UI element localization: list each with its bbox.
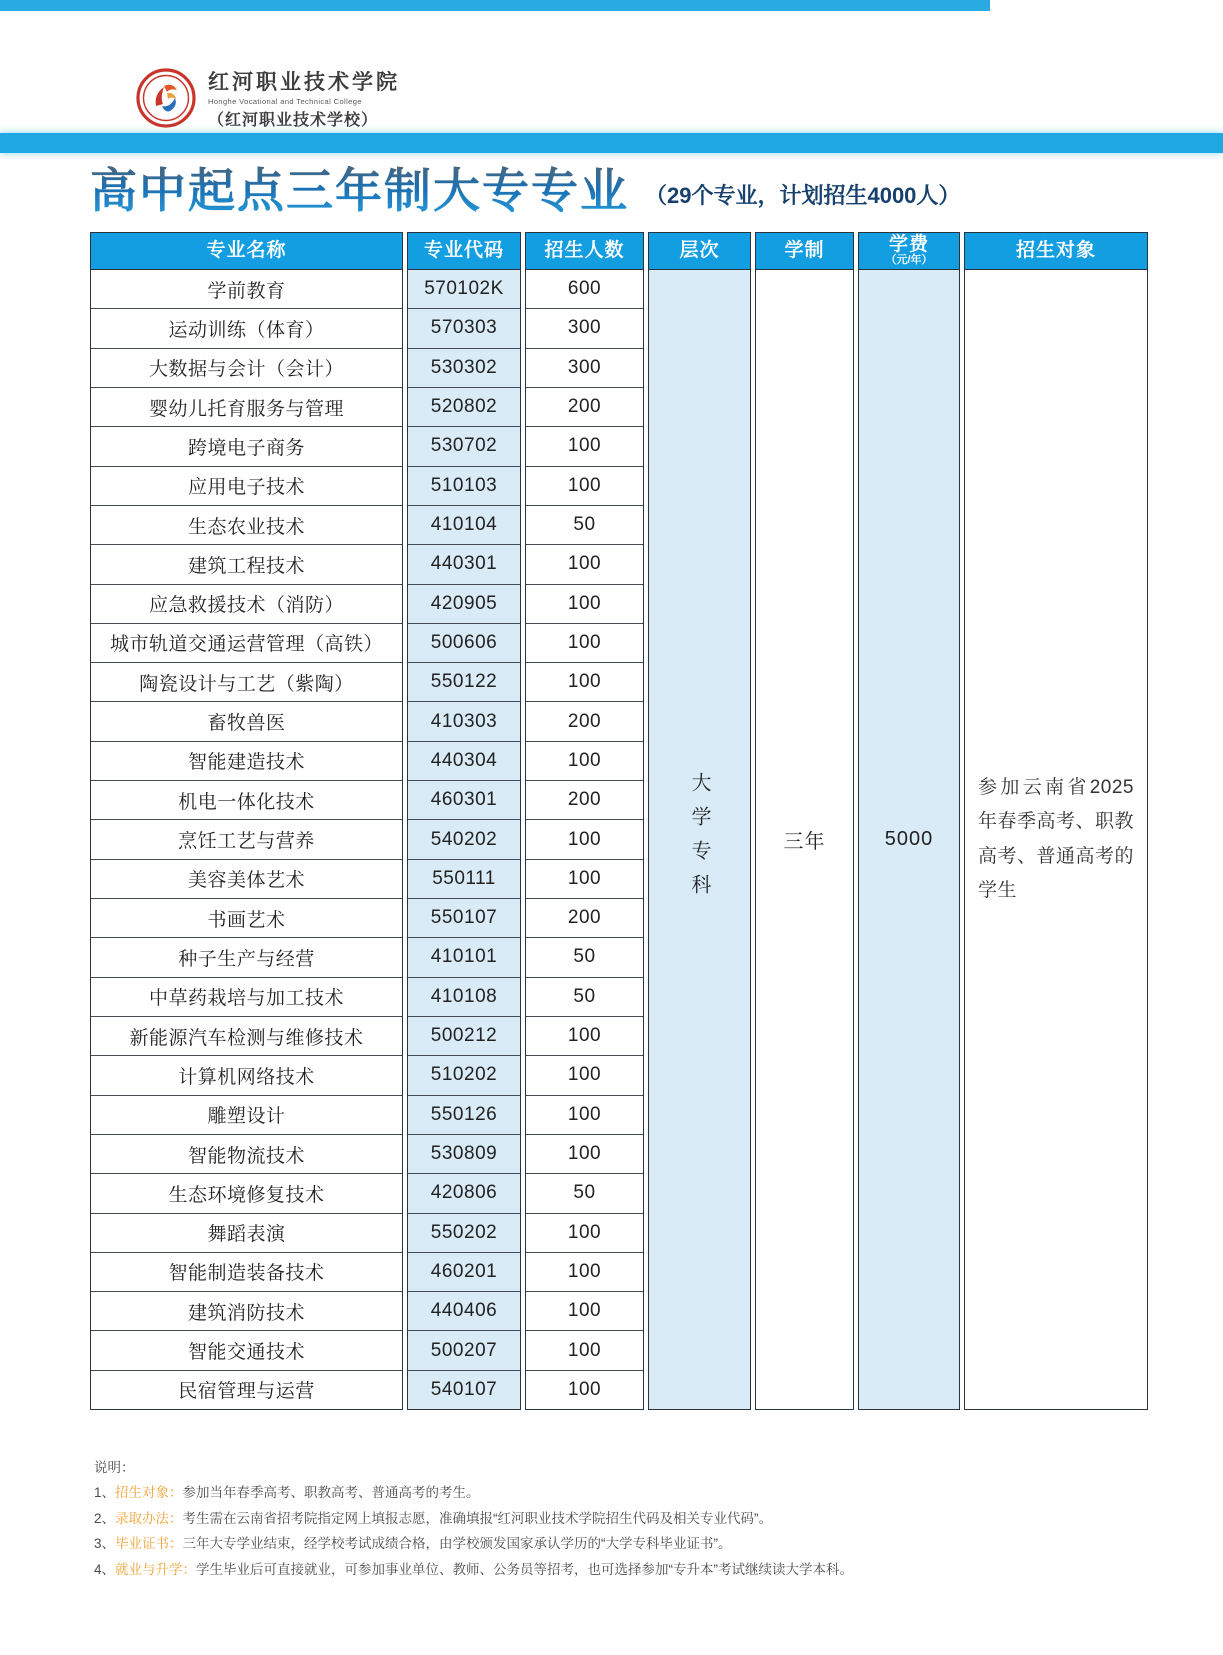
page-title: 高中起点三年制大专专业 bbox=[90, 164, 629, 217]
note-label: 录取办法： bbox=[115, 1510, 183, 1526]
table-cell-count: 100 bbox=[526, 1017, 643, 1056]
table-cell-code: 540202 bbox=[408, 820, 520, 859]
table-cell-name: 建筑工程技术 bbox=[91, 545, 402, 584]
duration-merged-cell bbox=[755, 270, 854, 1410]
college-brand bbox=[136, 66, 400, 130]
column-header-enrollment-count: 招生人数 bbox=[525, 232, 644, 270]
table-cell-name: 新能源汽车检测与维修技术 bbox=[91, 1017, 402, 1056]
table-cell-count: 200 bbox=[526, 702, 643, 741]
table-cell-name: 应用电子技术 bbox=[91, 467, 402, 506]
note-item bbox=[94, 1506, 1154, 1532]
table-cell-code: 440301 bbox=[408, 545, 520, 584]
table-cell-code: 420806 bbox=[408, 1174, 520, 1213]
table-cell-code: 550122 bbox=[408, 663, 520, 702]
major-code-cells bbox=[407, 270, 521, 1410]
table-cell-count: 100 bbox=[526, 1331, 643, 1370]
column-target-students bbox=[964, 232, 1148, 1410]
table-cell-code: 500606 bbox=[408, 624, 520, 663]
table-cell-name: 应急救援技术（消防） bbox=[91, 585, 402, 624]
table-cell-name: 书画艺术 bbox=[91, 899, 402, 938]
column-header-tuition bbox=[858, 232, 960, 270]
table-cell-code: 510103 bbox=[408, 467, 520, 506]
table-cell-name: 大数据与会计（会计） bbox=[91, 349, 402, 388]
college-logo-icon bbox=[136, 68, 196, 128]
table-cell-name: 计算机网络技术 bbox=[91, 1056, 402, 1095]
table-cell-code: 510202 bbox=[408, 1056, 520, 1095]
major-name-cells bbox=[90, 270, 403, 1410]
tuition-header-label: 学费 bbox=[888, 234, 929, 256]
table-cell-code: 410104 bbox=[408, 506, 520, 545]
column-major-code bbox=[407, 232, 521, 1410]
note-item bbox=[94, 1531, 1154, 1557]
divider-bar bbox=[0, 133, 1223, 153]
table-cell-code: 540107 bbox=[430, 1378, 498, 1400]
table-cell-code: 520802 bbox=[408, 388, 520, 427]
table-cell-count: 100 bbox=[526, 860, 643, 899]
table-cell-name: 智能交通技术 bbox=[91, 1331, 402, 1370]
notes-list bbox=[94, 1480, 1154, 1582]
note-text: 三年大专学业结束，经学校考试成绩合格，由学校颁发国家承认学历的“大学专科毕业证书”。 bbox=[182, 1536, 732, 1551]
table-cell-code: 570303 bbox=[408, 309, 520, 348]
table-cell-count: 100 bbox=[526, 585, 643, 624]
table-cell-count: 100 bbox=[567, 1378, 602, 1400]
table-cell-count: 100 bbox=[526, 624, 643, 663]
table-cell-count: 200 bbox=[526, 781, 643, 820]
target-students-value: 参加云南省2025年春季高考、职教高考、普通高考的学生 bbox=[978, 777, 1135, 901]
column-header-duration: 学制 bbox=[755, 232, 854, 270]
table-cell-name: 智能制造装备技术 bbox=[91, 1253, 402, 1292]
note-label: 就业与升学： bbox=[115, 1561, 197, 1577]
table-cell-name: 运动训练（体育） bbox=[91, 309, 402, 348]
table-cell-code: 530702 bbox=[408, 427, 520, 466]
table-cell-code: 410108 bbox=[408, 978, 520, 1017]
table-cell-count: 100 bbox=[526, 1214, 643, 1253]
table-cell-code: 440304 bbox=[408, 742, 520, 781]
table-cell-count: 100 bbox=[526, 1253, 643, 1292]
level-value: 大学专科 bbox=[688, 771, 710, 908]
table-cell-count: 50 bbox=[526, 978, 643, 1017]
table-cell-count: 100 bbox=[526, 1096, 643, 1135]
table-cell-count: 100 bbox=[526, 427, 643, 466]
column-header-level: 层次 bbox=[648, 232, 751, 270]
table-cell-count: 100 bbox=[526, 545, 643, 584]
table-cell-name: 雕塑设计 bbox=[91, 1096, 402, 1135]
note-number: 3、 bbox=[94, 1536, 116, 1551]
table-cell-name: 婴幼儿托育服务与管理 bbox=[91, 388, 402, 427]
table-cell-name: 城市轨道交通运营管理（高铁） bbox=[91, 624, 402, 663]
table-cell-name: 生态环境修复技术 bbox=[91, 1174, 402, 1213]
table-cell-code: 550202 bbox=[408, 1214, 520, 1253]
table-cell-code: 420905 bbox=[408, 585, 520, 624]
table-cell-name: 舞蹈表演 bbox=[91, 1214, 402, 1253]
table-cell-code: 550126 bbox=[408, 1096, 520, 1135]
page-subtitle: （29个专业，计划招生4000人） bbox=[645, 183, 961, 209]
tuition-header-unit: （元/年） bbox=[885, 254, 933, 267]
note-text: 考生需在云南省招考院指定网上填报志愿，准确填报“红河职业技术学院招生代码及相关专业代码”。 bbox=[182, 1510, 773, 1526]
table-cell-name: 中草药栽培与加工技术 bbox=[91, 978, 402, 1017]
table-cell-code: 530302 bbox=[408, 349, 520, 388]
table-cell-code: 460301 bbox=[408, 781, 520, 820]
table-cell-name: 机电一体化技术 bbox=[91, 781, 402, 820]
column-tuition bbox=[858, 232, 960, 1410]
table-cell-code: 550111 bbox=[408, 860, 520, 899]
table-cell-count: 100 bbox=[526, 467, 643, 506]
column-header-target-students: 招生对象 bbox=[964, 232, 1148, 270]
table-cell-code: 500207 bbox=[408, 1331, 520, 1370]
notes-section bbox=[94, 1456, 1154, 1582]
notes-title: 说明： bbox=[94, 1460, 135, 1475]
table-cell-count: 200 bbox=[526, 388, 643, 427]
table-cell-count: 100 bbox=[526, 663, 643, 702]
note-number: 2、 bbox=[94, 1510, 116, 1526]
table-cell-code: 460201 bbox=[408, 1253, 520, 1292]
title-row bbox=[90, 166, 1150, 215]
table-cell-name: 民宿管理与运营 bbox=[178, 1381, 315, 1403]
table-cell-count: 50 bbox=[526, 1174, 643, 1213]
column-duration bbox=[755, 232, 854, 1410]
note-label: 招生对象： bbox=[115, 1485, 183, 1500]
table-cell-count: 50 bbox=[526, 938, 643, 977]
table-cell-name: 学前教育 bbox=[91, 270, 402, 309]
top-decorative-strip bbox=[0, 0, 990, 11]
table-cell-name: 智能物流技术 bbox=[91, 1135, 402, 1174]
majors-table bbox=[90, 232, 1148, 1410]
table-cell-count: 100 bbox=[526, 1135, 643, 1174]
table-cell-count: 300 bbox=[526, 349, 643, 388]
table-cell-count: 200 bbox=[526, 899, 643, 938]
note-number: 1、 bbox=[94, 1485, 116, 1500]
table-cell-count: 100 bbox=[526, 1292, 643, 1331]
table-cell-name: 智能建造技术 bbox=[91, 742, 402, 781]
table-cell-name: 跨境电子商务 bbox=[91, 427, 402, 466]
note-text: 参加当年春季高考、职教高考、普通高考的考生。 bbox=[182, 1485, 480, 1500]
note-text: 学生毕业后可直接就业，可参加事业单位、教师、公务员等招考，也可选择参加“专升本”考试继续读大学本科。 bbox=[196, 1561, 854, 1577]
table-cell-code: 570102K bbox=[408, 270, 520, 309]
table-cell-code: 530809 bbox=[408, 1135, 520, 1174]
table-cell-count: 100 bbox=[526, 820, 643, 859]
table-cell-count: 600 bbox=[526, 270, 643, 309]
table-cell-name: 种子生产与经营 bbox=[91, 938, 402, 977]
college-name-en: Honghe Vocational and Technical College bbox=[208, 97, 362, 106]
table-cell-name: 畜牧兽医 bbox=[91, 702, 402, 741]
column-header-major-code: 专业代码 bbox=[407, 232, 521, 270]
column-header-major-name: 专业名称 bbox=[90, 232, 403, 270]
column-level bbox=[648, 232, 751, 1410]
college-name: 红河职业技术学院 bbox=[208, 70, 400, 94]
tuition-merged-cell bbox=[858, 270, 960, 1410]
table-cell-count: 100 bbox=[526, 1056, 643, 1095]
table-cell-code: 550107 bbox=[408, 899, 520, 938]
column-major-name bbox=[90, 232, 403, 1410]
table-cell-name: 建筑消防技术 bbox=[91, 1292, 402, 1331]
table-cell-count: 100 bbox=[526, 742, 643, 781]
note-item bbox=[94, 1480, 1154, 1506]
table-cell-name: 陶瓷设计与工艺（紫陶） bbox=[91, 663, 402, 702]
note-number: 4、 bbox=[94, 1561, 116, 1577]
note-label: 毕业证书： bbox=[115, 1536, 183, 1551]
college-alt-name: （红河职业技术学校） bbox=[208, 112, 379, 129]
table-cell-name: 烹饪工艺与营养 bbox=[91, 820, 402, 859]
table-cell-code: 410303 bbox=[408, 702, 520, 741]
table-cell-count: 50 bbox=[526, 506, 643, 545]
table-cell-code: 500212 bbox=[408, 1017, 520, 1056]
column-enrollment-count bbox=[525, 232, 644, 1410]
table-cell-count: 300 bbox=[526, 309, 643, 348]
tuition-value: 5000 bbox=[884, 828, 934, 850]
table-cell-code: 440406 bbox=[408, 1292, 520, 1331]
target-students-merged-cell bbox=[964, 270, 1148, 1410]
table-cell-name: 生态农业技术 bbox=[91, 506, 402, 545]
table-cell-code: 410101 bbox=[408, 938, 520, 977]
college-name-block bbox=[208, 66, 400, 130]
enrollment-count-cells bbox=[525, 270, 644, 1410]
note-item bbox=[94, 1557, 1154, 1583]
duration-value: 三年 bbox=[783, 831, 826, 853]
table-cell-name: 美容美体艺术 bbox=[91, 860, 402, 899]
level-merged-cell bbox=[648, 270, 751, 1410]
